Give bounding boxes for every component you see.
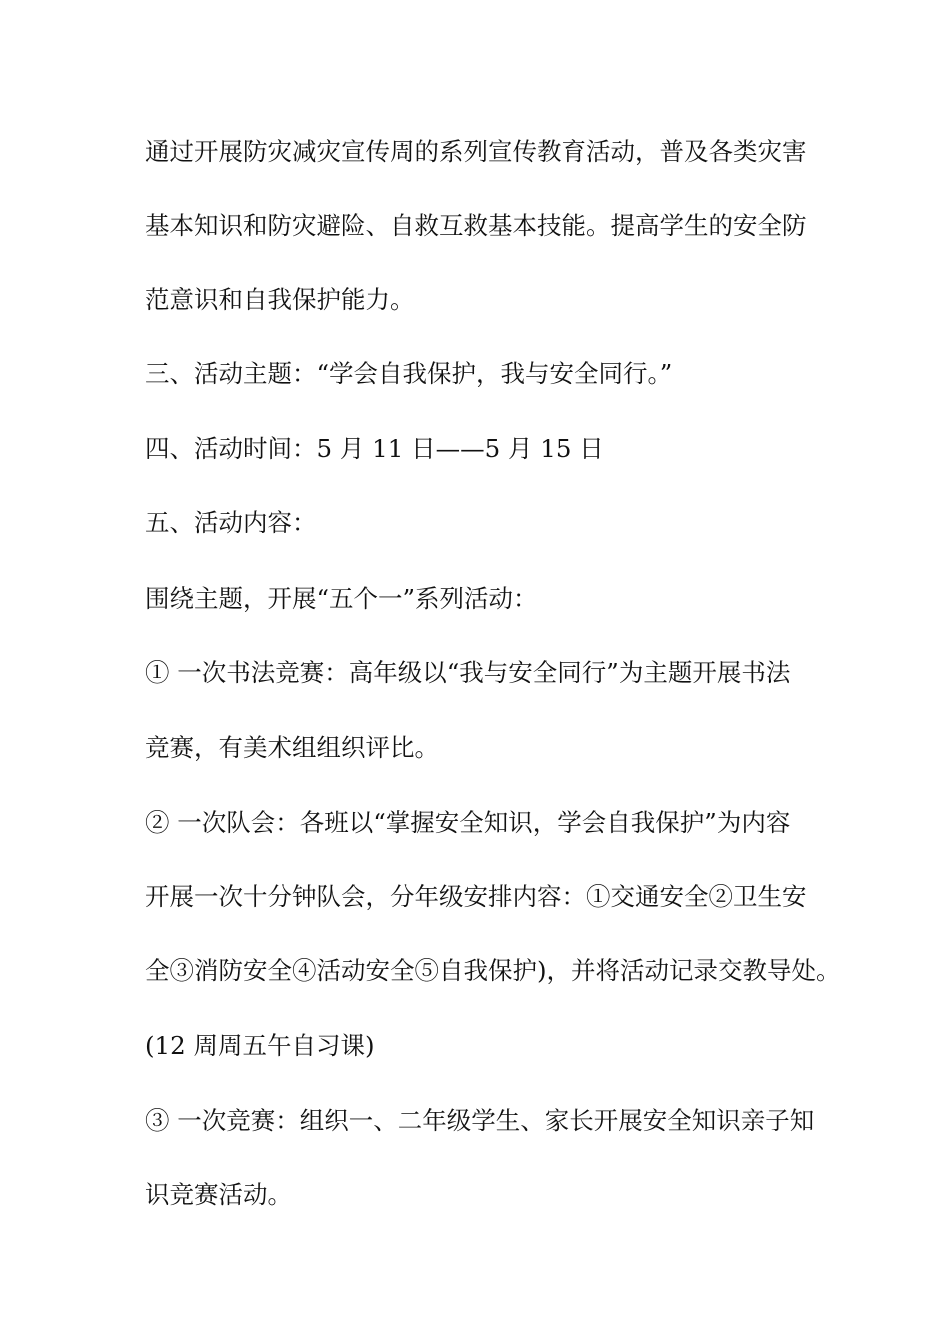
section-heading-time: 四、活动时间：5 月 11 日——5 月 15 日: [145, 434, 604, 463]
section-heading-content: 五、活动内容：: [145, 508, 317, 537]
list-item-3-line-1: ③ 一次竞赛：组织一、二年级学生、家长开展安全知识亲子知: [145, 1106, 815, 1135]
paragraph-line-1: 通过开展防灾减灾宣传周的系列宣传教育活动，普及各类灾害: [145, 137, 807, 166]
paragraph-line-2: 基本知识和防灾避险、自救互救基本技能。提高学生的安全防: [145, 211, 807, 240]
list-item-3-line-2: 识竞赛活动。: [145, 1180, 292, 1209]
paragraph-line-3: 范意识和自我保护能力。: [145, 285, 415, 314]
list-item-2-line-4: (12 周周五午自习课): [145, 1031, 375, 1060]
paragraph-line-7: 围绕主题，开展“五个一”系列活动：: [145, 584, 538, 613]
list-item-1-line-1: ① 一次书法竞赛：高年级以“我与安全同行”为主题开展书法: [145, 658, 791, 687]
section-heading-theme: 三、活动主题：“学会自我保护，我与安全同行。”: [145, 359, 673, 388]
list-item-2-line-3: 全③消防安全④活动安全⑤自我保护)，并将活动记录交教导处。: [145, 956, 841, 985]
list-item-2-line-1: ② 一次队会：各班以“掌握安全知识，学会自我保护”为内容: [145, 808, 791, 837]
list-item-1-line-2: 竞赛，有美术组组织评比。: [145, 733, 439, 762]
list-item-2-line-2: 开展一次十分钟队会，分年级安排内容：①交通安全②卫生安: [145, 882, 807, 911]
